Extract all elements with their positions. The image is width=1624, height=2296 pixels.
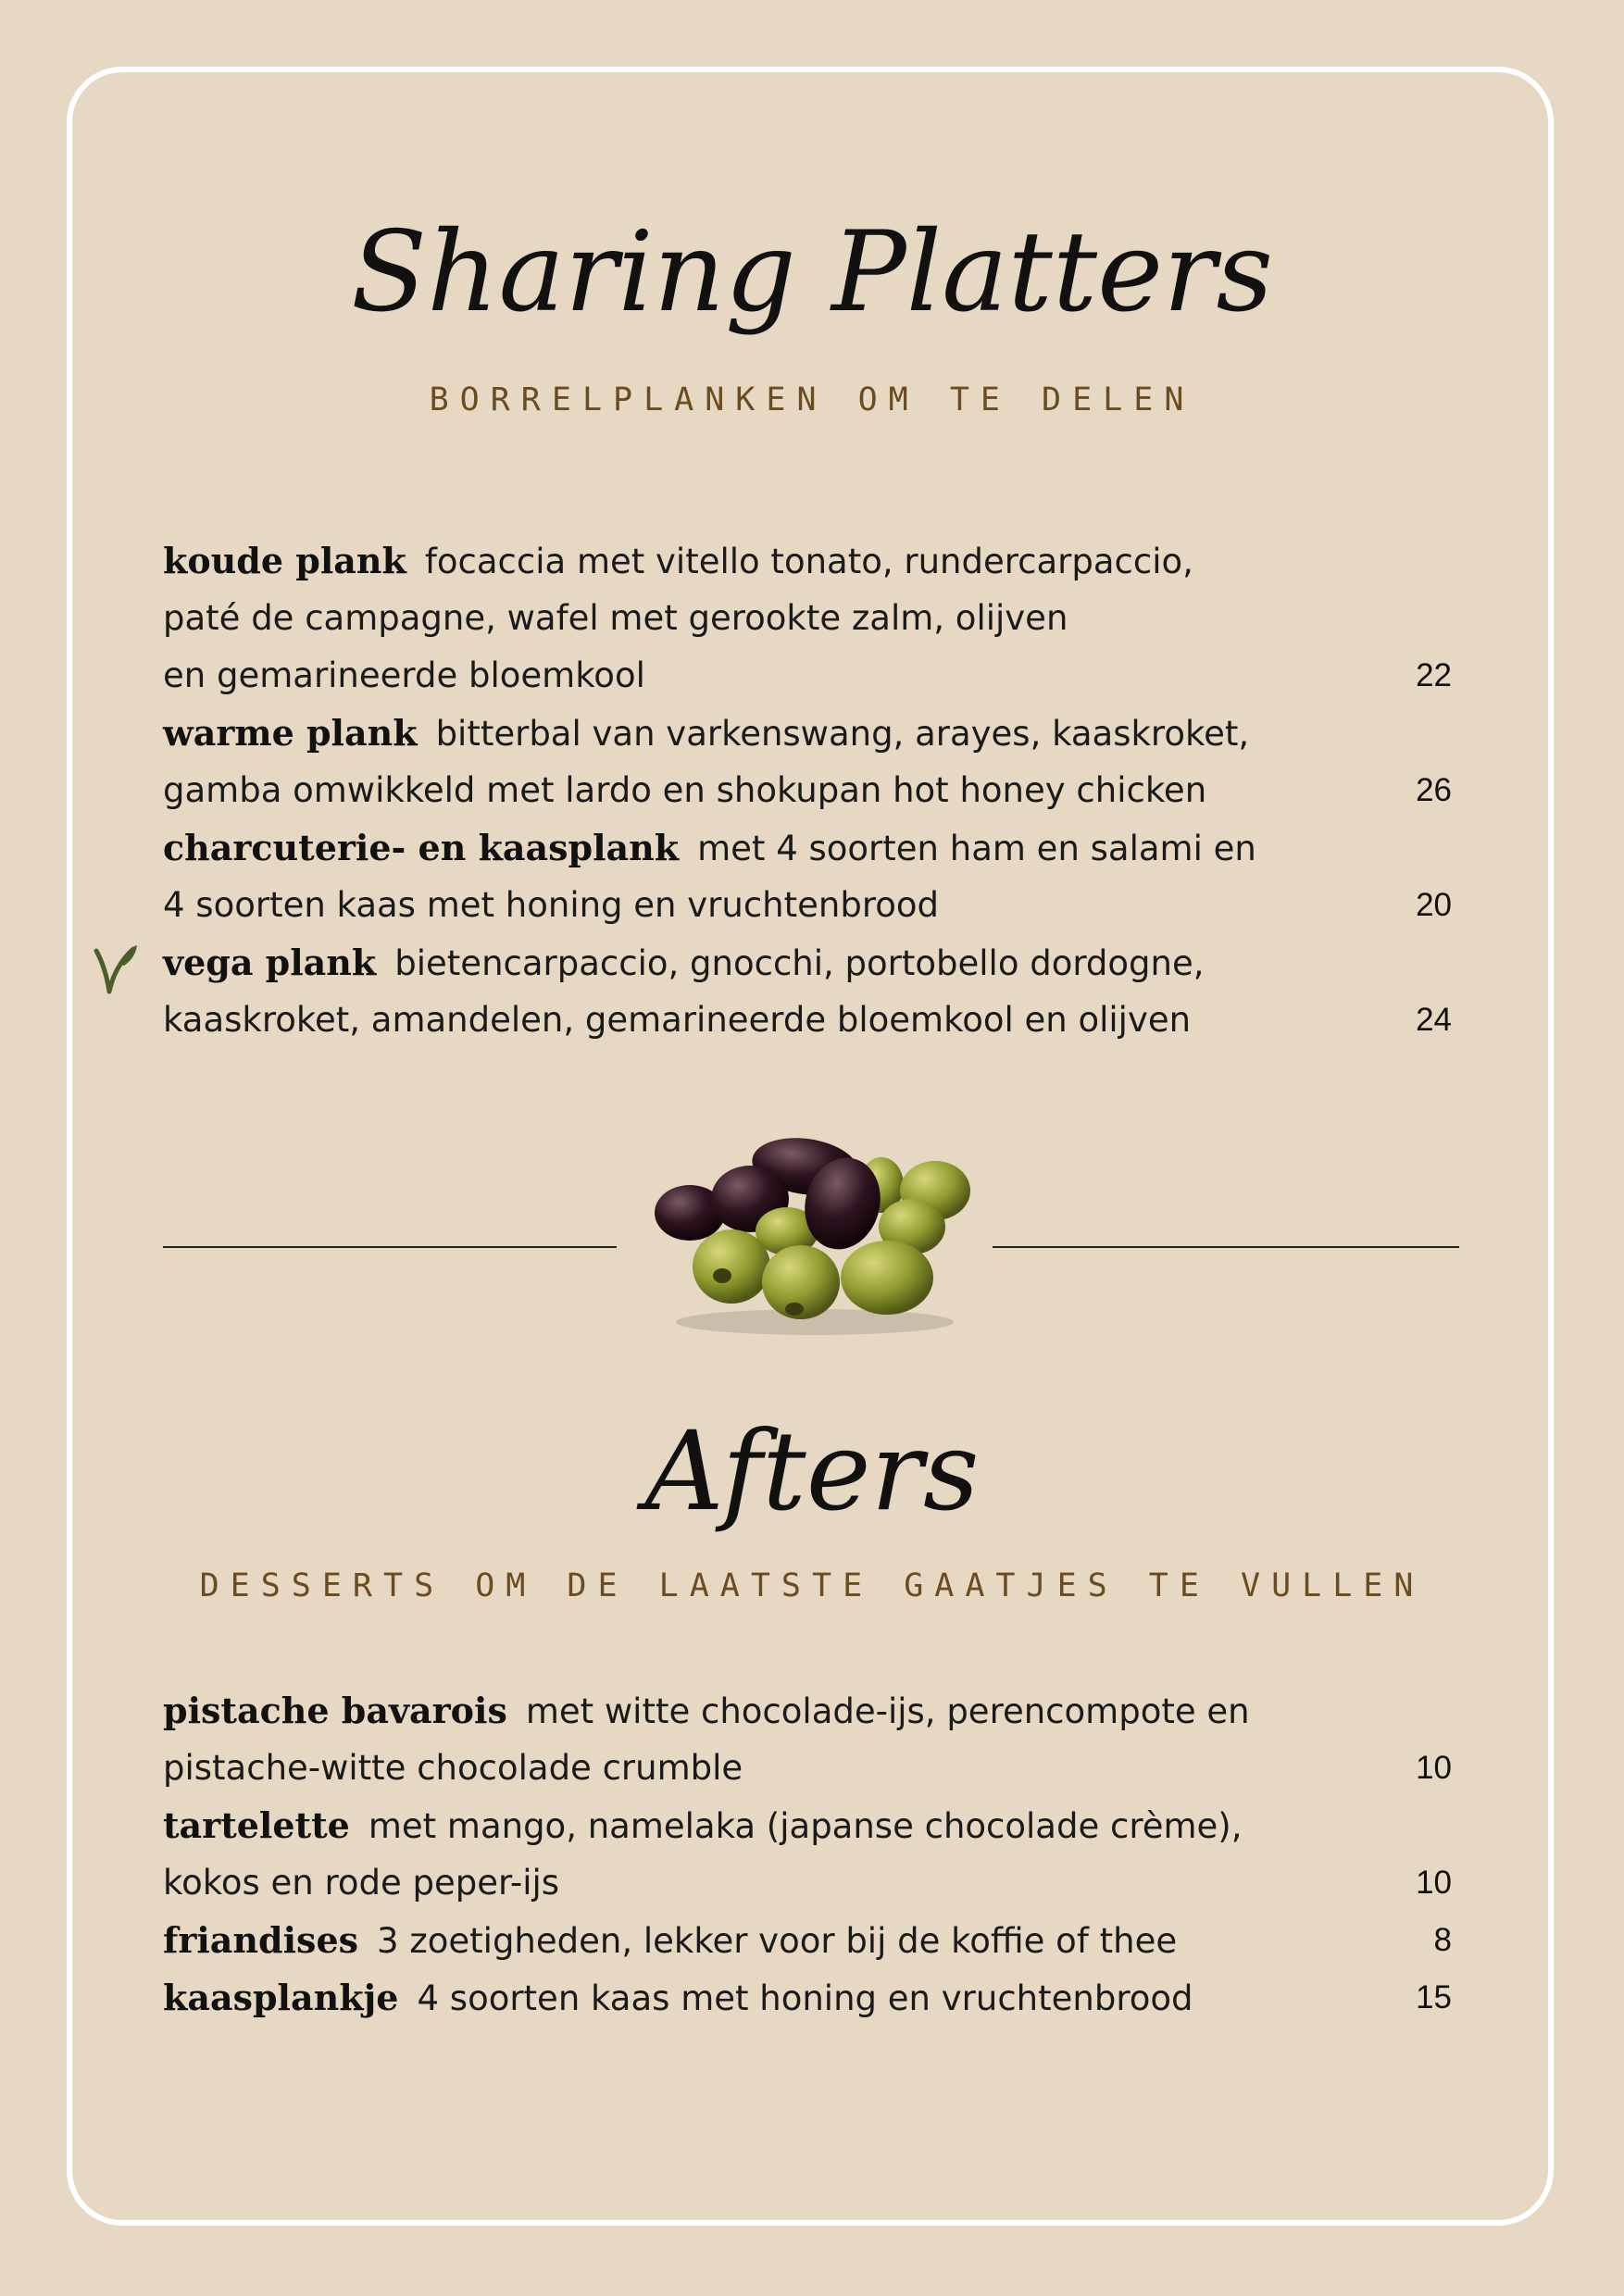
- dish-description: kaaskroket, amandelen, gemarineerde bloemkool en olijven: [163, 1000, 1192, 1040]
- menu-line: [163, 877, 1457, 934]
- sharing-subtitle: BORRELPLANKEN OM TE DELEN: [429, 381, 1195, 418]
- dish-name: vega plank: [163, 942, 377, 983]
- dish-description: paté de campagne, wafel met gerookte zalm, olijven: [163, 598, 1068, 638]
- dish-name: pistache bavarois: [163, 1690, 507, 1731]
- menu-line: [163, 705, 1457, 762]
- dish-description: en gemarineerde bloemkool: [163, 655, 645, 695]
- menu-line: [163, 1797, 1457, 1854]
- sharing-title: Sharing Platters: [350, 208, 1274, 337]
- dish-price: 24: [1416, 1002, 1452, 1038]
- menu-line: [163, 1912, 1457, 1969]
- menu-line: [163, 992, 1457, 1049]
- dish-name: tartelette: [163, 1804, 350, 1846]
- dish-description: bietencarpaccio, gnocchi, portobello dordogne,: [394, 943, 1205, 983]
- dish-price: 15: [1416, 1979, 1452, 2015]
- menu-line: [163, 590, 1457, 647]
- dish-price: 10: [1416, 1750, 1452, 1786]
- dish-name: koude plank: [163, 540, 406, 581]
- dish-name: charcuterie- en kaasplank: [163, 827, 680, 868]
- dish-description: 3 zoetigheden, lekker voor bij de koffie of thee: [377, 1921, 1178, 1961]
- menu-line: [163, 1740, 1457, 1797]
- afters-title: Afters: [644, 1407, 980, 1535]
- dish-description: pistache-witte chocolade crumble: [163, 1748, 743, 1788]
- olives-illustration: [639, 1111, 991, 1342]
- dish-price: 10: [1416, 1865, 1452, 1901]
- menu-line: [163, 532, 1457, 590]
- dish-price: 26: [1416, 772, 1452, 808]
- sharing-menu-list: [163, 532, 1457, 1049]
- menu-line: [163, 1969, 1457, 2027]
- dish-description: 4 soorten kaas met honing en vruchtenbrood: [417, 1978, 1193, 2018]
- dish-name: kaasplankje: [163, 1977, 399, 2018]
- menu-line: [163, 819, 1457, 877]
- menu-line: [163, 647, 1457, 705]
- menu-line: [163, 1854, 1457, 1912]
- dish-description: met mango, namelaka (japanse chocolade crème),: [368, 1806, 1243, 1846]
- menu-line: [163, 762, 1457, 819]
- vegetarian-leaf-icon: [89, 940, 141, 997]
- dish-name: friandises: [163, 1919, 359, 1961]
- dish-price: 22: [1416, 657, 1452, 693]
- divider-line-left: [163, 1246, 617, 1248]
- afters-subtitle: DESSERTS OM DE LAATSTE GAATJES TE VULLEN: [199, 1567, 1425, 1604]
- menu-line: [163, 934, 1457, 992]
- dish-name: warme plank: [163, 712, 418, 754]
- dish-description: met witte chocolade-ijs, perencompote en: [525, 1691, 1250, 1731]
- dish-description: bitterbal van varkenswang, arayes, kaaskroket,: [435, 714, 1250, 754]
- dish-description: 4 soorten kaas met honing en vruchtenbrood: [163, 885, 939, 925]
- dish-description: gamba omwikkeld met lardo en shokupan hot honey chicken: [163, 770, 1207, 810]
- dish-description: met 4 soorten ham en salami en: [697, 829, 1256, 868]
- afters-menu-list: [163, 1682, 1457, 2027]
- dish-price: 20: [1416, 887, 1452, 923]
- dish-price: 8: [1433, 1922, 1452, 1958]
- divider-line-right: [993, 1246, 1459, 1248]
- dish-description: focaccia met vitello tonato, rundercarpaccio,: [424, 542, 1193, 581]
- dish-description: kokos en rode peper-ijs: [163, 1863, 560, 1903]
- menu-line: [163, 1682, 1457, 1740]
